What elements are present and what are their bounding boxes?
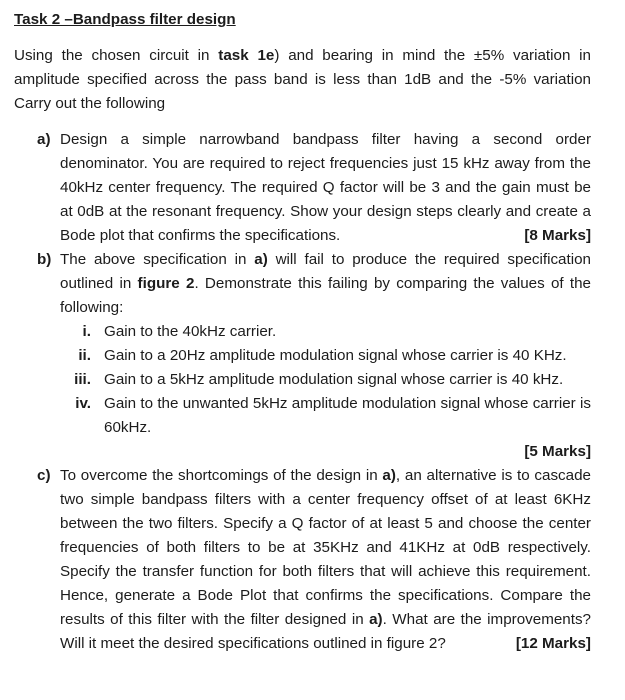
intro-text-1: Using the chosen circuit in bbox=[14, 47, 219, 64]
item-b-ref-a: a) bbox=[254, 251, 268, 268]
subitem-number: i. bbox=[82, 323, 91, 340]
subitem-text: Gain to a 20Hz amplitude modulation signal whose carrier is 40 KHz. bbox=[104, 347, 567, 364]
item-b-marks: [5 Marks] bbox=[524, 443, 591, 460]
item-c-ref-a2: a) bbox=[369, 611, 383, 628]
item-c bbox=[37, 464, 591, 656]
item-c-text-2: , an alternative is to cascade two simple bandpass filters with a center frequency offset of at least 6KHz between the two filters. Specify a Q factor of at least 5 and choose the center frequencies of both filters to be at 35KHz and 41KHz at 0dB respectively. Specify the transfer function for both filters that will achieve this requirement. Hence, generate a Bode Plot that confirms the specifications. Compare the results of this filter with the filter designed in bbox=[60, 467, 591, 628]
item-a bbox=[37, 128, 591, 248]
subitem-i bbox=[63, 320, 591, 344]
subitem-iii bbox=[63, 368, 591, 392]
item-a-label: a) bbox=[37, 131, 51, 148]
item-b-text-3: . Demonstrate this failing by comparing the values of the following: bbox=[60, 275, 592, 316]
subitem-text: Gain to the 40kHz carrier. bbox=[104, 323, 277, 340]
item-c-text-1: To overcome the shortcomings of the design in bbox=[60, 467, 383, 484]
subitem-text: Gain to a 5kHz amplitude modulation signal whose carrier is 40 kHz. bbox=[104, 371, 564, 388]
subitem-iv bbox=[63, 392, 591, 440]
item-c-label: c) bbox=[37, 467, 51, 484]
item-b-marks-row bbox=[37, 440, 591, 464]
item-b-ref-figure: figure 2 bbox=[137, 275, 195, 292]
item-c-ref-a: a) bbox=[382, 467, 396, 484]
item-b-label: b) bbox=[37, 251, 52, 268]
item-b bbox=[37, 248, 591, 320]
item-b-text-1: The above specification in bbox=[60, 251, 255, 268]
intro-paragraph bbox=[14, 44, 591, 116]
subitem-ii bbox=[63, 344, 591, 368]
intro-task-ref: task 1e bbox=[218, 47, 275, 64]
item-a-marks: [8 Marks] bbox=[524, 227, 591, 244]
task-title: Task 2 –Bandpass filter design bbox=[14, 11, 236, 28]
intro-text-2: ) and bearing in mind the ±5% variation in amplitude specified across the pass band is less than 1dB and the -5% variation Carry out the following bbox=[14, 47, 591, 112]
subitem-text: Gain to the unwanted 5kHz amplitude modulation signal whose carrier is 60kHz. bbox=[104, 395, 591, 436]
subitem-number: ii. bbox=[78, 347, 91, 364]
item-a-text: Design a simple narrowband bandpass filter having a second order denominator. You are required to reject frequencies just 15 kHz away from the 40kHz center frequency. The required Q factor will be 3 and the gain must be at 0dB at the resonant frequency. Show your design steps clearly and create a Bode plot that confirms the specifications. bbox=[60, 131, 591, 244]
subitem-number: iv. bbox=[75, 395, 91, 412]
subitem-number: iii. bbox=[74, 371, 91, 388]
item-c-marks: [12 Marks] bbox=[515, 635, 591, 652]
item-c-text-3: . What are the improvements? Will it meet the desired specifications outlined in figure 2? bbox=[60, 611, 591, 652]
item-b-text-2: will fail to produce the required specification outlined in bbox=[60, 251, 591, 292]
